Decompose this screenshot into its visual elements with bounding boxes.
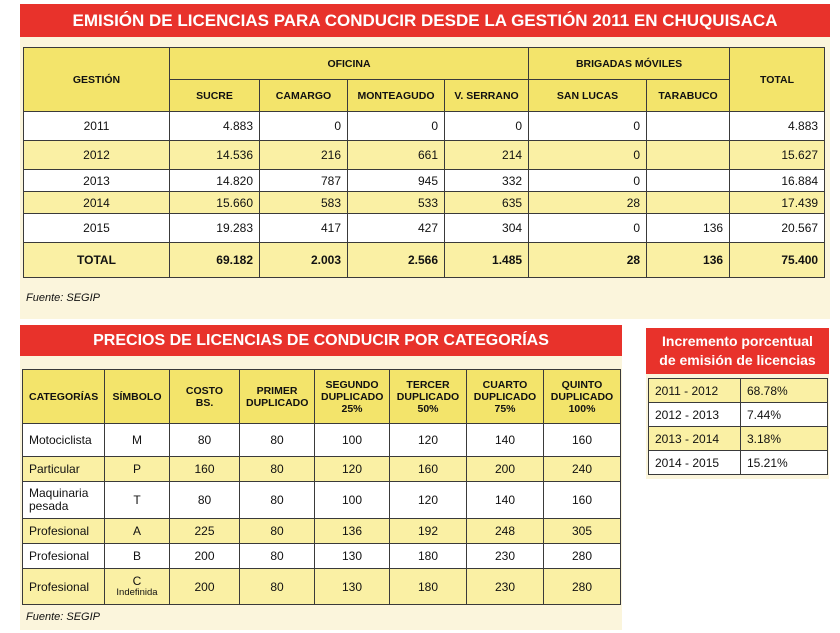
cell-total: 4.883 (730, 112, 825, 141)
cell-quinto: 240 (544, 457, 621, 482)
cell-simbolo: A (105, 519, 170, 544)
cell-sucre: 14.536 (170, 141, 260, 170)
cell-v-serrano: 0 (445, 112, 529, 141)
cell-monteagudo: 945 (348, 170, 445, 192)
cell-monteagudo: 533 (348, 192, 445, 214)
table-row (23, 544, 621, 569)
col-header-segundo-duplicado: SEGUNDO DUPLICADO 25% (315, 370, 390, 424)
col-header-cuarto-duplicado: CUARTO DUPLICADO 75% (467, 370, 544, 424)
cell-camargo: 417 (260, 214, 348, 243)
cell-tercer: 120 (390, 482, 467, 519)
cell-monteagudo: 661 (348, 141, 445, 170)
col-header-oficina: OFICINA (170, 48, 529, 80)
col-header-tarabuco: TARABUCO (647, 80, 730, 112)
col-header-sucre: SUCRE (170, 80, 260, 112)
col-header-categorias: CATEGORÍAS (23, 370, 105, 424)
cell-primer: 80 (240, 569, 315, 605)
cell-san-lucas: 0 (529, 170, 647, 192)
cell-sucre: 14.820 (170, 170, 260, 192)
table2-title: PRECIOS DE LICENCIAS DE CONDUCIR POR CATEGORÍAS (93, 332, 549, 349)
cell-cuarto: 248 (467, 519, 544, 544)
cell-period: 2013 - 2014 (649, 427, 741, 451)
table2-source: Fuente: SEGIP (26, 611, 100, 623)
table3-title-line1: Incremento porcentual (662, 333, 813, 349)
cell-simbolo: B (105, 544, 170, 569)
col-header-gestion: GESTIÓN (24, 48, 170, 112)
cell-tercer: 180 (390, 544, 467, 569)
cell-simbolo: M (105, 424, 170, 457)
cell-percent: 68.78% (741, 379, 828, 403)
cell-camargo: 216 (260, 141, 348, 170)
cell-v-serrano: 1.485 (445, 243, 529, 278)
cell-categoria: Profesional (23, 544, 105, 569)
table3-title-banner (646, 328, 829, 374)
cell-primer: 80 (240, 424, 315, 457)
cell-period: 2012 - 2013 (649, 403, 741, 427)
table-row (649, 451, 828, 475)
cell-percent: 15.21% (741, 451, 828, 475)
table-row (24, 112, 825, 141)
table-row (649, 379, 828, 403)
cell-total-label: TOTAL (24, 243, 170, 278)
col-header-monteagudo: MONTEAGUDO (348, 80, 445, 112)
cell-camargo: 0 (260, 112, 348, 141)
cell-percent: 7.44% (741, 403, 828, 427)
cell-quinto: 280 (544, 569, 621, 605)
col-header-simbolo: SÍMBOLO (105, 370, 170, 424)
cell-costo: 160 (170, 457, 240, 482)
cell-costo: 200 (170, 569, 240, 605)
cell-quinto: 305 (544, 519, 621, 544)
cell-costo: 80 (170, 482, 240, 519)
cell-simbolo (105, 569, 170, 605)
cell-gestion: 2015 (24, 214, 170, 243)
cell-camargo: 787 (260, 170, 348, 192)
table-row (24, 192, 825, 214)
cell-sucre: 69.182 (170, 243, 260, 278)
table-row (649, 427, 828, 451)
license-prices-table (22, 369, 621, 605)
cell-period: 2011 - 2012 (649, 379, 741, 403)
cell-costo: 200 (170, 544, 240, 569)
cell-monteagudo: 2.566 (348, 243, 445, 278)
cell-quinto: 280 (544, 544, 621, 569)
cell-total: 15.627 (730, 141, 825, 170)
cell-tercer: 120 (390, 424, 467, 457)
col-header-v-serrano: V. SERRANO (445, 80, 529, 112)
cell-v-serrano: 214 (445, 141, 529, 170)
cell-primer: 80 (240, 457, 315, 482)
col-header-quinto-duplicado: QUINTO DUPLICADO 100% (544, 370, 621, 424)
cell-cuarto: 230 (467, 569, 544, 605)
col-header-san-lucas: SAN LUCAS (529, 80, 647, 112)
cell-simbolo: P (105, 457, 170, 482)
cell-period: 2014 - 2015 (649, 451, 741, 475)
cell-san-lucas: 0 (529, 214, 647, 243)
cell-sucre: 15.660 (170, 192, 260, 214)
col-header-tercer-duplicado: TERCER DUPLICADO 50% (390, 370, 467, 424)
cell-cuarto: 200 (467, 457, 544, 482)
cell-quinto: 160 (544, 482, 621, 519)
table1-source: Fuente: SEGIP (26, 292, 100, 304)
cell-tercer: 180 (390, 569, 467, 605)
cell-quinto: 160 (544, 424, 621, 457)
cell-v-serrano: 635 (445, 192, 529, 214)
cell-tarabuco (647, 170, 730, 192)
cell-simbolo-note: Indefinida (116, 586, 158, 598)
cell-monteagudo: 0 (348, 112, 445, 141)
cell-cuarto: 140 (467, 424, 544, 457)
cell-sucre: 19.283 (170, 214, 260, 243)
cell-monteagudo: 427 (348, 214, 445, 243)
col-header-total: TOTAL (730, 48, 825, 112)
cell-cuarto: 140 (467, 482, 544, 519)
table-row (23, 519, 621, 544)
cell-v-serrano: 332 (445, 170, 529, 192)
col-header-camargo: CAMARGO (260, 80, 348, 112)
table-row (23, 569, 621, 605)
table1-title-banner (20, 4, 830, 37)
cell-categoria: Particular (23, 457, 105, 482)
cell-gestion: 2013 (24, 170, 170, 192)
col-header-brigadas: BRIGADAS MÓVILES (529, 48, 730, 80)
cell-categoria: Motociclista (23, 424, 105, 457)
cell-segundo: 136 (315, 519, 390, 544)
cell-san-lucas: 28 (529, 243, 647, 278)
cell-categoria: Profesional (23, 569, 105, 605)
cell-tarabuco (647, 112, 730, 141)
cell-simbolo: T (105, 482, 170, 519)
cell-camargo: 2.003 (260, 243, 348, 278)
cell-costo: 225 (170, 519, 240, 544)
cell-san-lucas: 28 (529, 192, 647, 214)
table2-title-banner (20, 325, 622, 356)
cell-tercer: 160 (390, 457, 467, 482)
cell-cuarto: 230 (467, 544, 544, 569)
cell-segundo: 100 (315, 482, 390, 519)
table3-title-line2: de emisión de licencias (659, 352, 816, 368)
table-row (24, 214, 825, 243)
cell-tercer: 192 (390, 519, 467, 544)
cell-camargo: 583 (260, 192, 348, 214)
cell-total: 75.400 (730, 243, 825, 278)
cell-tarabuco (647, 141, 730, 170)
table-row (24, 170, 825, 192)
cell-sucre: 4.883 (170, 112, 260, 141)
cell-segundo: 120 (315, 457, 390, 482)
cell-primer: 80 (240, 544, 315, 569)
cell-primer: 80 (240, 482, 315, 519)
cell-percent: 3.18% (741, 427, 828, 451)
table-row (24, 141, 825, 170)
cell-tarabuco (647, 192, 730, 214)
cell-total: 17.439 (730, 192, 825, 214)
total-row (24, 243, 825, 278)
table1-title: EMISIÓN DE LICENCIAS PARA CONDUCIR DESDE LA GESTIÓN 2011 EN CHUQUISACA (72, 11, 778, 30)
cell-san-lucas: 0 (529, 141, 647, 170)
cell-tarabuco: 136 (647, 214, 730, 243)
cell-total: 20.567 (730, 214, 825, 243)
cell-segundo: 100 (315, 424, 390, 457)
licenses-issued-table (23, 47, 825, 278)
cell-categoria: Profesional (23, 519, 105, 544)
cell-gestion: 2012 (24, 141, 170, 170)
col-header-primer-duplicado: PRIMER DUPLICADO (240, 370, 315, 424)
cell-gestion: 2014 (24, 192, 170, 214)
cell-categoria: Maquinaria pesada (23, 482, 105, 519)
table-row (23, 424, 621, 457)
table-row (23, 457, 621, 482)
col-header-costo: COSTO BS. (170, 370, 240, 424)
cell-tarabuco: 136 (647, 243, 730, 278)
cell-segundo: 130 (315, 569, 390, 605)
table-row (23, 482, 621, 519)
table-row (649, 403, 828, 427)
cell-primer: 80 (240, 519, 315, 544)
percentage-increase-table (648, 378, 828, 475)
cell-v-serrano: 304 (445, 214, 529, 243)
cell-costo: 80 (170, 424, 240, 457)
cell-total: 16.884 (730, 170, 825, 192)
cell-simbolo-letter: C (132, 573, 142, 588)
cell-segundo: 130 (315, 544, 390, 569)
cell-san-lucas: 0 (529, 112, 647, 141)
cell-gestion: 2011 (24, 112, 170, 141)
